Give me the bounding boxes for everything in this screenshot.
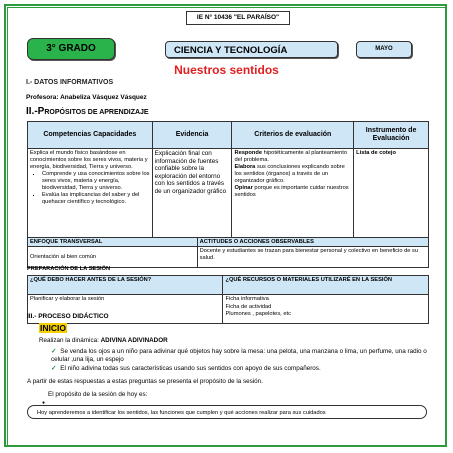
criterio-item — [234, 150, 351, 164]
table-row — [28, 247, 429, 268]
table-row — [28, 149, 429, 247]
school-name: IE N° 10436 "EL PARAÍSO" — [186, 11, 290, 25]
heading-roman: II.- — [26, 106, 38, 117]
capacidades-list — [30, 171, 150, 206]
enfoque-table — [27, 237, 429, 268]
list-item: ▪ Evalúa las implicancias del saber y del quehacer científico y tecnológico. — [42, 192, 150, 206]
criterio-verb: Opinar — [234, 185, 253, 191]
purposes-table — [27, 121, 429, 247]
step-item — [51, 348, 431, 364]
purpose-lead-in: A partir de estas respuestas a estas preguntas se presenta el propósito de la sesión. — [27, 378, 263, 385]
list-item: ▪ Comprende y usa conocimientos sobre los seres vivos, materia y energía, biodiversidad, Tierra y universo. — [42, 171, 150, 192]
subject-area-label: CIENCIA Y TECNOLOGÍA — [165, 41, 338, 58]
header-evidencia: Evidencia — [152, 122, 232, 149]
table-header-row — [28, 238, 429, 247]
preparation-heading: PREPARACIÓN DE LA SESIÓN — [27, 266, 111, 272]
criterio-text: hipotéticamente al planteamiento del problema. — [234, 150, 348, 163]
header-actitudes: ACTITUDES O ACCIONES OBSERVABLES — [197, 238, 428, 247]
evidencia-cell: Explicación final con información de fuentes confiable sobre la exploración del entorno con los sentidos a través de un organizador gráfico — [152, 149, 232, 247]
header-materials: ¿QUÉ RECURSOS O MATERIALES UTILIZARÉ EN LA SESIÓN — [223, 276, 429, 295]
session-purpose: Hoy aprenderemos a identificar los sentidos, las funciones que cumplen y qué acciones realizar para sus cuidados — [27, 405, 427, 419]
session-title: Nuestros sentidos — [174, 63, 279, 77]
list-item: Ficha informativa — [225, 296, 269, 302]
criterios-cell — [232, 149, 354, 247]
criterio-item — [234, 185, 351, 199]
table-header-row — [28, 122, 429, 149]
competencias-cell — [28, 149, 153, 247]
criterio-text: sus conclusiones explicando sobre los sentidos (órganos) a través de un organizador gráfico. — [234, 164, 345, 184]
teacher-name: Profesora: Anabeliza Vásquez Vásquez — [26, 94, 147, 101]
dynamic-name: ADIVINA ADIVINADOR — [100, 337, 168, 344]
dynamic-line — [39, 337, 168, 344]
grade-badge: 3° GRADO — [27, 38, 115, 60]
dynamic-prefix: Realizan la dinámica: — [39, 337, 101, 344]
criterio-verb: Elabora — [234, 164, 256, 170]
criterio-item — [234, 164, 351, 185]
section-heading-informative-data: I.- DATOS INFORMATIVOS — [26, 79, 114, 86]
bullet-icon: ● — [42, 400, 46, 406]
checkmark-icon: ✓ — [51, 365, 57, 372]
instrumento-cell: Lista de cotejo — [354, 149, 429, 247]
competencia-text: Explica el mundo físico basándose en conocimientos sobre los seres vivos, materia y energía, biodiversidad, Tierra y universo. — [30, 150, 148, 170]
step-item — [51, 365, 431, 373]
step-text: Se venda los ojos a un niño para adivinar qué objetos hay sobre la mesa: una pelota, una manzana o lima, un perfume, una radio o celular ,una lija, un espejo — [51, 348, 427, 363]
checkmark-icon: ✓ — [51, 348, 57, 355]
heading-initial: P — [37, 106, 45, 117]
section-heading-purposes — [26, 106, 149, 117]
purpose-intro: El propósito de la sesión de hoy es: — [48, 391, 148, 398]
materials-cell — [223, 295, 429, 324]
enfoque-cell: Orientación al bien común — [28, 247, 198, 268]
actitudes-cell: Docente y estudiantes se trazan para bienestar personal y colectivo en beneficio de su salud. — [197, 247, 428, 268]
table-header-row — [28, 276, 429, 295]
procedure-heading: III.- PROCESO DIDÁCTICO — [27, 313, 109, 320]
criterio-verb: Responde — [234, 150, 262, 156]
header-instrumento: Instrumento de Evaluación — [354, 122, 429, 149]
criterio-text: porque es importante cuidar nuestros sentidos — [234, 185, 349, 198]
header-enfoque: ENFOQUE TRANSVERSAL — [28, 238, 198, 247]
header-before-session: ¿QUÉ DEBO HACER ANTES DE LA SESIÓN? — [28, 276, 223, 295]
list-item: Plumones , papelotes, etc — [225, 311, 291, 318]
before-session-cell: Planificar y elaborar la sesión — [28, 295, 223, 324]
month-badge: MAYO — [356, 41, 412, 58]
step-text: El niño adivina todas sus características usando sus sentidos con apoyo de sus compañeros. — [60, 365, 321, 372]
list-item: Ficha de actividad — [225, 303, 272, 310]
header-competencias: Competencias Capacidades — [28, 122, 153, 149]
inicio-label: INICIO — [40, 323, 66, 333]
heading-rest: ROPÓSITOS DE APRENDIZAJE — [44, 109, 149, 116]
header-criterios: Criterios de evaluación — [232, 122, 354, 149]
